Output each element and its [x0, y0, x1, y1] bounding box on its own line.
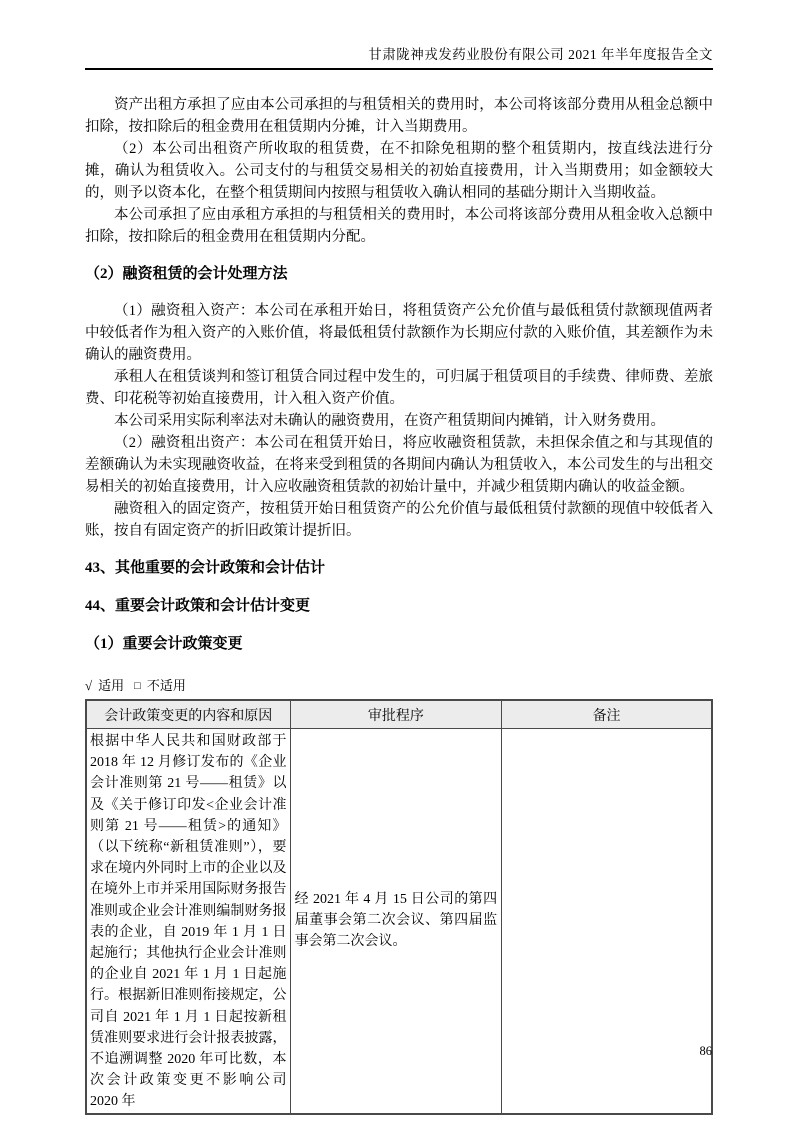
paragraph-initial-direct-cost: 承租人在租赁谈判和签订租赁合同过程中发生的，可归属于租赁项目的手续费、律师费、差旅费、印花税等初始直接费用，计入租入资产价值。	[85, 369, 713, 407]
page-content	[85, 47, 713, 1115]
not-applicable-label: 不适用	[146, 678, 186, 693]
paragraph-finance-lease-in: （1）融资租入资产：本公司在承租开始日，将租赁资产公允价值与最低租赁付款额现值两者中较低者作为租入资产的入账价值，将最低租赁付款额作为长期应付款的入账价值，其差额作为未确认的融资费用。	[85, 303, 713, 363]
policy-change-table	[85, 699, 713, 1115]
heading-43-other-policies: 43、其他重要的会计政策和会计估计	[85, 560, 326, 576]
page-footer	[700, 1044, 713, 1059]
paragraph-finance-leased-fixed-assets: 融资租入的固定资产，按租赁开始日租赁资产的公允价值与最低租赁付款额的现值中较低者入账，按自有固定资产的折旧政策计提折旧。	[85, 501, 713, 539]
table-cell-content-reason: 根据中华人民共和国财政部于 2018 年 12 月修订发布的《企业会计准则第 21 号——租赁》以及《关于修订印发<企业会计准则第 21 号——租赁>的通知》（以下统称“新租赁准则”），要求在境内外同时上市的企业以及在境外上市并采用国际财务报告准则或企业会计准则编制财务报表的企业，自 2019 年 1 月 1 日起施行；其他执行企业会计准则的企业自 2021 年 1 月 1 日起施行。根据新旧准则衔接规定，公司自 2021 年 1 月 1 日起按新租赁准则要求进行会计报表披露，不追溯调整 2020 年可比数，本次会计政策变更不影响公司 2020 年	[86, 729, 290, 1114]
table-header-content-reason: 会计政策变更的内容和原因	[86, 700, 290, 729]
paragraph-finance-lease-out: （2）融资租出资产：本公司在租赁开始日，将应收融资租赁款，未担保余值之和与其现值的差额确认为未实现融资收益，在将来受到租赁的各期间内确认为租赁收入，本公司发生的与出租交易相关的初始直接费用，计入应收融资租赁款的初始计量中，并减少租赁期内确认的收益金额。	[85, 435, 713, 495]
page-number: 86	[699, 1044, 712, 1058]
table-row	[86, 729, 712, 1114]
paragraph-lessor-borne-cost: 资产出租方承担了应由本公司承担的与租赁相关的费用时，本公司将该部分费用从租金总额中扣除，按扣除后的租金费用在租赁期内分摊，计入当期费用。	[85, 97, 713, 135]
table-header-row	[86, 700, 712, 729]
paragraph-lessee-borne-cost: 本公司承担了应由承租方承担的与租赁相关的费用时，本公司将该部分费用从租金收入总额中扣除，按扣除后的租金费用在租赁期内分配。	[85, 207, 713, 245]
table-header-approval-procedure: 审批程序	[290, 700, 502, 729]
heading-finance-lease-accounting: （2）融资租赁的会计处理方法	[85, 266, 288, 282]
paragraph-lease-out-income: （2）本公司出租资产所收取的租赁费，在不扣除免租期的整个租赁期内，按直线法进行分摊，确认为租赁收入。公司支付的与租赁交易相关的初始直接费用，计入当期费用；如金额较大的，则予以资本化，在整个租赁期间内按照与租赁收入确认相同的基础分期计入当期收益。	[85, 141, 713, 201]
table-cell-remark	[502, 729, 712, 1114]
page-header	[85, 47, 713, 70]
applicability-row	[85, 678, 713, 695]
policy-change-table-head	[86, 700, 712, 729]
applicable-check-icon: √	[85, 678, 93, 693]
table-header-remark: 备注	[502, 700, 712, 729]
heading-44-policy-changes: 44、重要会计政策和会计估计变更	[85, 598, 311, 614]
not-applicable-checkbox-icon: □	[134, 680, 141, 692]
heading-44-1-important-policy-change: （1）重要会计政策变更	[85, 636, 243, 652]
report-title: 甘肃陇神戎发药业股份有限公司 2021 年半年度报告全文	[368, 47, 713, 62]
policy-change-table-body	[86, 729, 712, 1114]
applicable-label: 适用	[98, 678, 125, 693]
table-cell-approval-procedure: 经 2021 年 4 月 15 日公司的第四届董事会第二次会议、第四届监事会第二次会议。	[290, 729, 502, 1114]
paragraph-effective-interest: 本公司采用实际利率法对未确认的融资费用，在资产租赁期间内摊销，计入财务费用。	[114, 413, 665, 429]
